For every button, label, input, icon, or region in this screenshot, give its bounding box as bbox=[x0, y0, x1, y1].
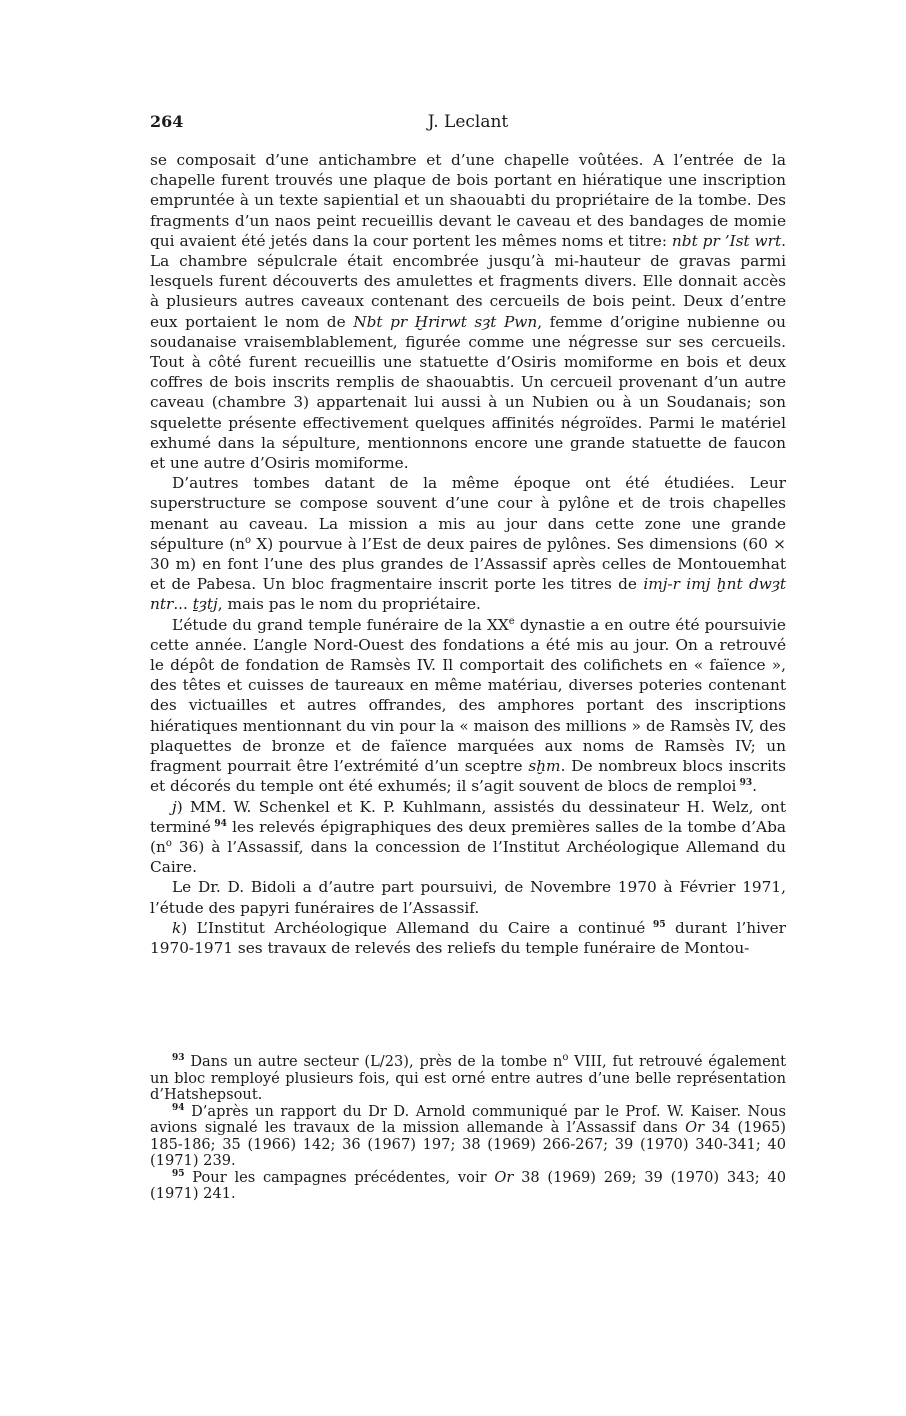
text-run: Pour les campagnes précédentes, voir bbox=[192, 1168, 495, 1186]
superscript: e bbox=[508, 615, 515, 627]
footnote-number: 93 bbox=[172, 1053, 185, 1064]
superscript: o bbox=[165, 837, 172, 849]
footnote-number: 94 bbox=[172, 1102, 185, 1113]
footnote-number: 95 bbox=[172, 1168, 185, 1179]
text-run: VIII, fut retrouvé également un bloc remployé plusieurs fois, qui est orné entre autres d’une belle représentation d’Hatshepsout. bbox=[150, 1053, 786, 1103]
text-run: . La chambre sépulcrale était encombrée jusqu’à mi-hauteur de gravas parmi lesquels furent découverts des amulettes et fragments divers. Elle donnait accès à plusieurs autres caveaux contenant des cercueils de bois peint. Deux d’entre eux portaient le nom de bbox=[150, 231, 786, 331]
text-run: L’étude du grand temple funéraire de la XX bbox=[172, 615, 509, 634]
text-run: dynastie a en outre été poursuivie cette année. L’angle Nord-Ouest des fondations a été mis au jour. On a retrouvé le dépôt de fondation de Ramsès IV. Il comportait des colifichets en « faïence », des têtes et cuisses de taureaux en même matériau, diverses poteries contenant des victuailles et autres offrandes, des amphores portant des inscriptions hiératiques mentionnant du vin pour la « maison des millions » de Ramsès IV, des plaquettes de bronze et de faïence marquées aux noms de Ramsès IV; un fragment pourrait être l’extrémité d’un sceptre bbox=[150, 615, 786, 776]
footnote-reference[interactable]: 93 bbox=[736, 778, 753, 789]
text-run: ) L’Institut Archéologique Allemand du Caire a continué bbox=[181, 918, 646, 937]
paragraph bbox=[150, 150, 786, 473]
paragraph bbox=[150, 877, 786, 917]
superscript: o bbox=[245, 534, 252, 546]
text-run: durant l’hiver 1970-1971 ses travaux de relevés des reliefs du temple funéraire de Montou- bbox=[150, 918, 786, 957]
text-run: ... bbox=[173, 595, 193, 614]
text-run: ) MM. W. Schenkel et K. P. Kuhlmann, assistés du dessinateur H. Welz, ont terminé bbox=[150, 797, 786, 836]
italic-text: j bbox=[172, 797, 177, 816]
italic-text: k bbox=[172, 918, 182, 937]
italic-text: sḫm bbox=[528, 757, 561, 776]
body-text bbox=[150, 150, 786, 958]
text-run: Dans un autre secteur (L/23), près de la tombe n bbox=[190, 1053, 563, 1070]
footnote-reference[interactable]: 95 bbox=[645, 919, 666, 930]
text-run: , femme d’origine nubienne ou soudanaise vraisemblablement, figurée comme une négresse sur ses cercueils. Tout à côté furent recueillis une statuette d’Osiris momiforme en bois et deux coffres de bois inscrits remplis de shaouabtis. Un cercueil provenant d’un autre caveau (chambre 3) appartenait lui aussi à un Nubien ou à un Soudanais; son squelette présente effectivement quelques affinités négroïdes. Parmi le matériel exhumé dans la sépulture, mentionnons encore une grande statuette de faucon et une autre d’Osiris momiforme. bbox=[150, 312, 786, 473]
page bbox=[150, 112, 786, 958]
text-run: 38 (1969) 269; 39 (1970) 343; 40 (1971) 241. bbox=[150, 1168, 786, 1202]
running-head: J. Leclant bbox=[427, 112, 509, 132]
text-run: 34 (1965) 185-186; 35 (1966) 142; 36 (1967) 197; 38 (1969) 266-267; 39 (1970) 340-341; 40 (1971) 239. bbox=[150, 1119, 787, 1169]
text-run: se composait d’une antichambre et d’une chapelle voûtées. A l’entrée de la chapelle furent trouvés une plaque de bois portant en hiératique une inscription empruntée à un texte sapiential et un shaouabti du propriétaire de la tombe. Des fragments d’un naos peint recueillis devant le caveau et des bandages de momie qui avaient été jetés dans la cour portent les mêmes noms et titre: bbox=[150, 151, 786, 250]
text-run: 36) à l’Assassif, dans la concession de l’Institut Archéologique Allemand du Caire. bbox=[150, 837, 786, 877]
italic-text: Nbt pr Ḫrirwt sȝt Pwn bbox=[353, 312, 538, 331]
page-number: 264 bbox=[150, 112, 184, 131]
footnote-reference[interactable]: 94 bbox=[210, 818, 227, 829]
text-run: Le Dr. D. Bidoli a d’autre part poursuivi, de Novembre 1970 à Février 1971, l’étude des papyri funéraires de l’Assassif. bbox=[150, 878, 786, 917]
paragraph bbox=[150, 615, 786, 797]
footnote bbox=[150, 1054, 786, 1104]
text-run: X) pourvue à l’Est de deux paires de pylônes. Ses dimensions (60 × 30 m) en font l’une des plus grandes de l’Assassif après celles de Montouemhat et de Pabesa. Un bloc fragmentaire inscrit porte les titres de bbox=[150, 534, 786, 594]
footnotes bbox=[150, 1054, 786, 1203]
footnote bbox=[150, 1170, 786, 1203]
text-run: D’autres tombes datant de la même époque ont été étudiées. Leur superstructure se compose souvent d’une cour à pylône et de trois chapelles menant au caveau. La mission a mis au jour dans cette zone une grande sépulture (n bbox=[150, 474, 786, 553]
italic-text: Or bbox=[494, 1168, 514, 1186]
paragraph bbox=[150, 797, 786, 878]
italic-text: ṯȝtj bbox=[192, 595, 218, 614]
page-header bbox=[150, 112, 786, 142]
text-run: . De nombreux blocs inscrits et décorés du temple ont été exhumés; il s’agit souvent de blocs de remploi bbox=[150, 757, 786, 796]
italic-text: imj-r imj ḫnt dwȝt ntr bbox=[150, 575, 787, 614]
footnote bbox=[150, 1104, 786, 1170]
text-run: . bbox=[752, 777, 757, 796]
italic-text: Or bbox=[685, 1119, 705, 1136]
paragraph bbox=[150, 473, 786, 614]
text-run: , mais pas le nom du propriétaire. bbox=[217, 595, 481, 614]
paragraph bbox=[150, 918, 786, 958]
superscript: o bbox=[562, 1052, 569, 1064]
text-run: les relevés épigraphiques des deux premières salles de la tombe d’Aba (n bbox=[150, 817, 786, 856]
text-run: D’après un rapport du Dr D. Arnold communiqué par le Prof. W. Kaiser. Nous avions signalé les travaux de la mission allemande à l’Assassif dans bbox=[150, 1102, 786, 1136]
italic-text: nbt pr ’Ist wrt bbox=[671, 231, 782, 250]
